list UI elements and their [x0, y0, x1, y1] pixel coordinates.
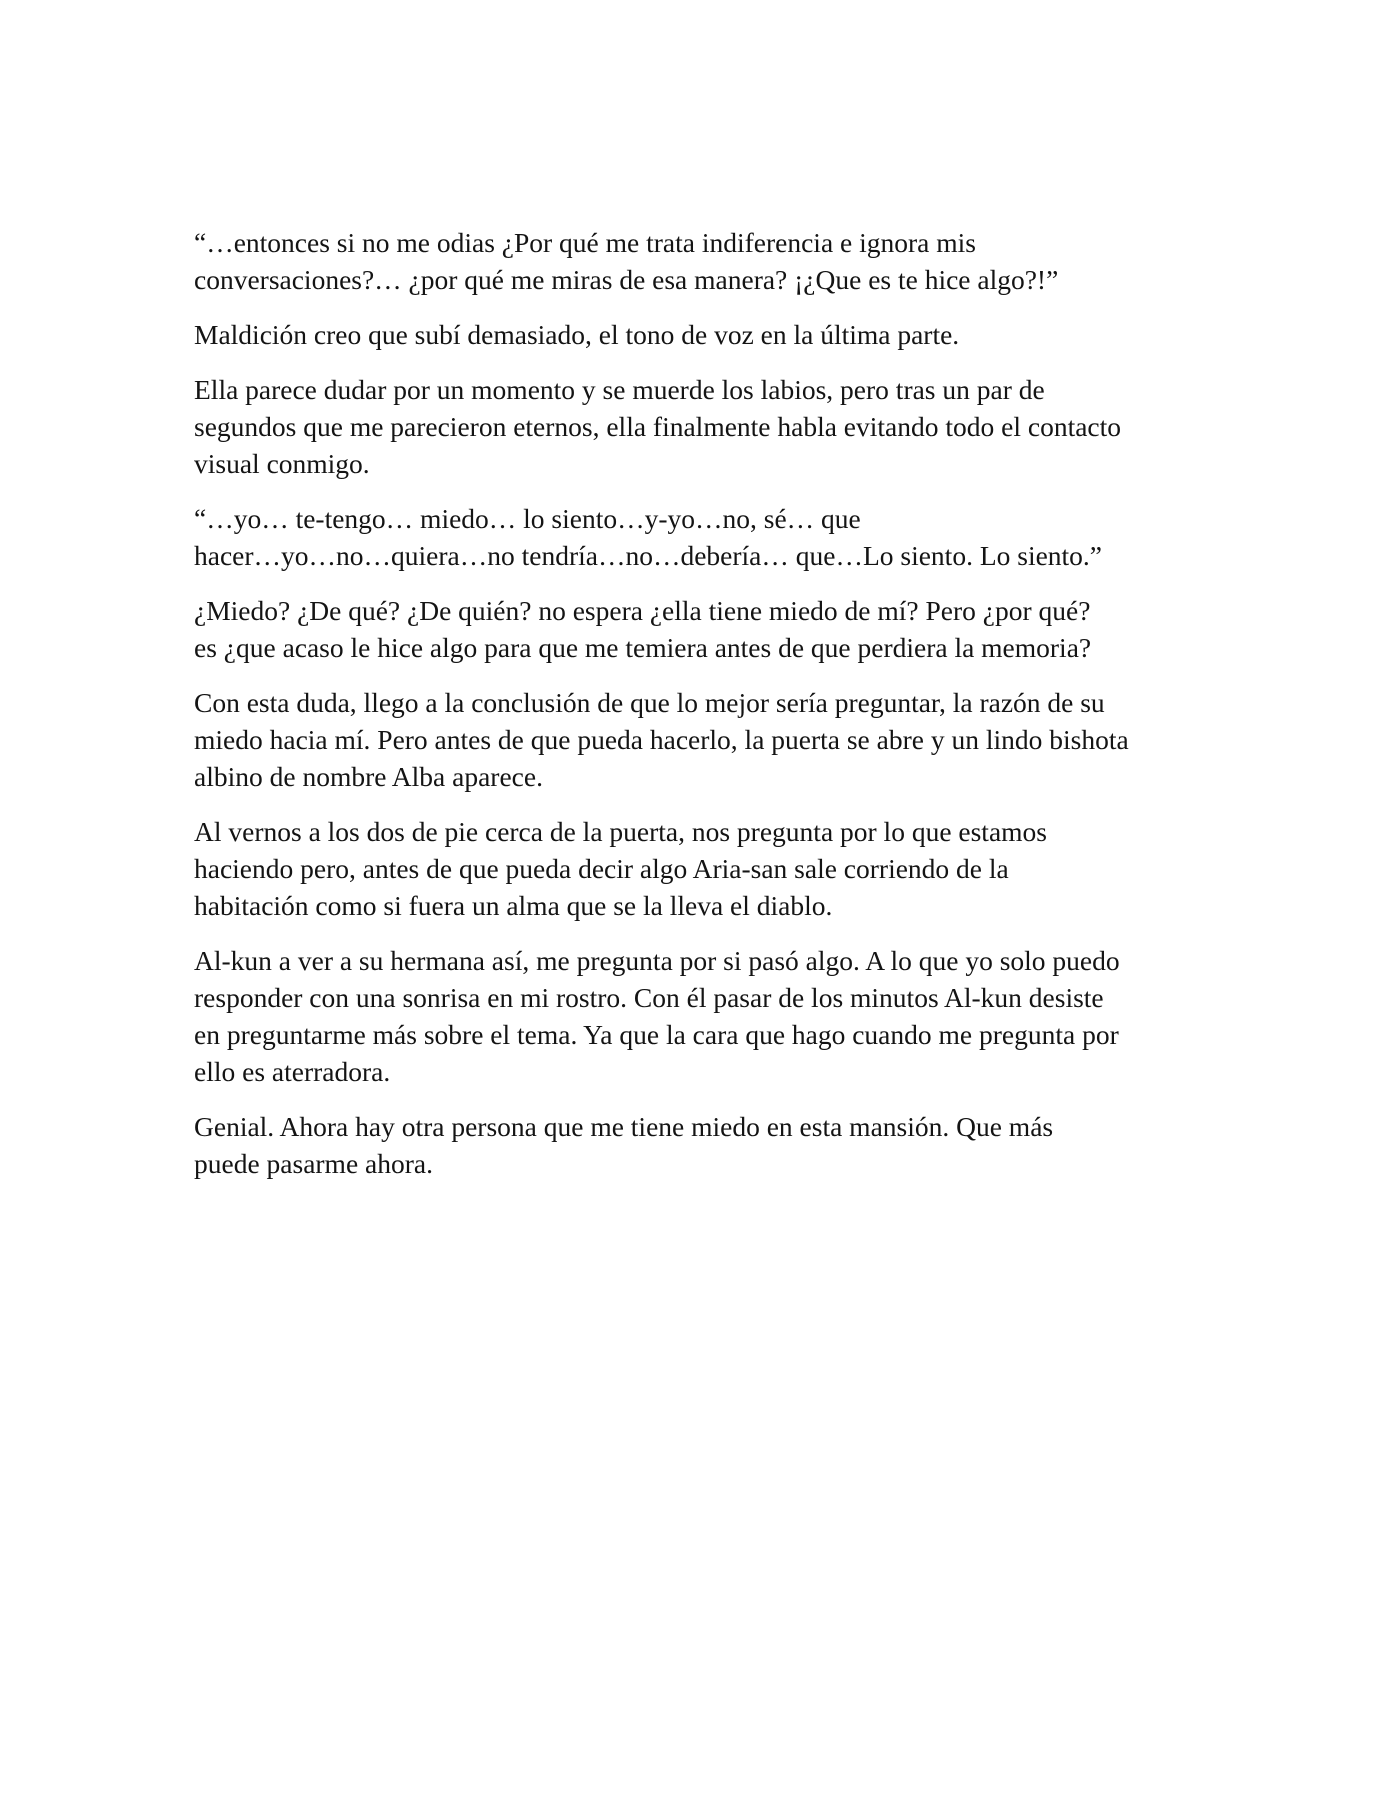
- paragraph: Genial. Ahora hay otra persona que me tiene miedo en esta mansión. Que más puede pasarme ahora.: [194, 1111, 1054, 1179]
- paragraph: Al-kun a ver a su hermana así, me pregunta por si pasó algo. A lo que yo solo puedo responder con una sonrisa en mi rostro. Con él pasar de los minutos Al-kun desiste en preguntarme más sobre el tema. Ya que la cara que hago cuando me pregunta por ello es aterradora.: [194, 945, 1120, 1087]
- paragraph: Con esta duda, llego a la conclusión de que lo mejor sería preguntar, la razón de su miedo hacia mí. Pero antes de que pueda hacerlo, la puerta se abre y un lindo bishota albino de nombre Alba aparece.: [194, 687, 1129, 792]
- paragraph: ¿Miedo? ¿De qué? ¿De quién? no espera ¿ella tiene miedo de mí? Pero ¿por qué? es ¿que acaso le hice algo para que me temiera antes de que perdiera la memoria?: [194, 595, 1092, 663]
- paragraph: “…entonces si no me odias ¿Por qué me trata indiferencia e ignora mis conversaciones?… ¿por qué me miras de esa manera? ¡¿Que es te hice algo?!”: [194, 227, 1059, 295]
- paragraph: Ella parece dudar por un momento y se muerde los labios, pero tras un par de segundos que me parecieron eternos, ella finalmente habla evitando todo el contacto visual conmigo.: [194, 374, 1122, 479]
- paragraph: Al vernos a los dos de pie cerca de la puerta, nos pregunta por lo que estamos haciendo pero, antes de que pueda decir algo Aria-san sale corriendo de la habitación como si fuera un alma que se la lleva el diablo.: [194, 816, 1047, 921]
- paragraph: Maldición creo que subí demasiado, el tono de voz en la última parte.: [194, 319, 960, 350]
- body-text: [194, 224, 1214, 1200]
- paragraph: “…yo… te-tengo… miedo… lo siento…y-yo…no, sé… que hacer…yo…no…quiera…no tendría…no…debería… que…Lo siento. Lo siento.”: [194, 503, 1103, 571]
